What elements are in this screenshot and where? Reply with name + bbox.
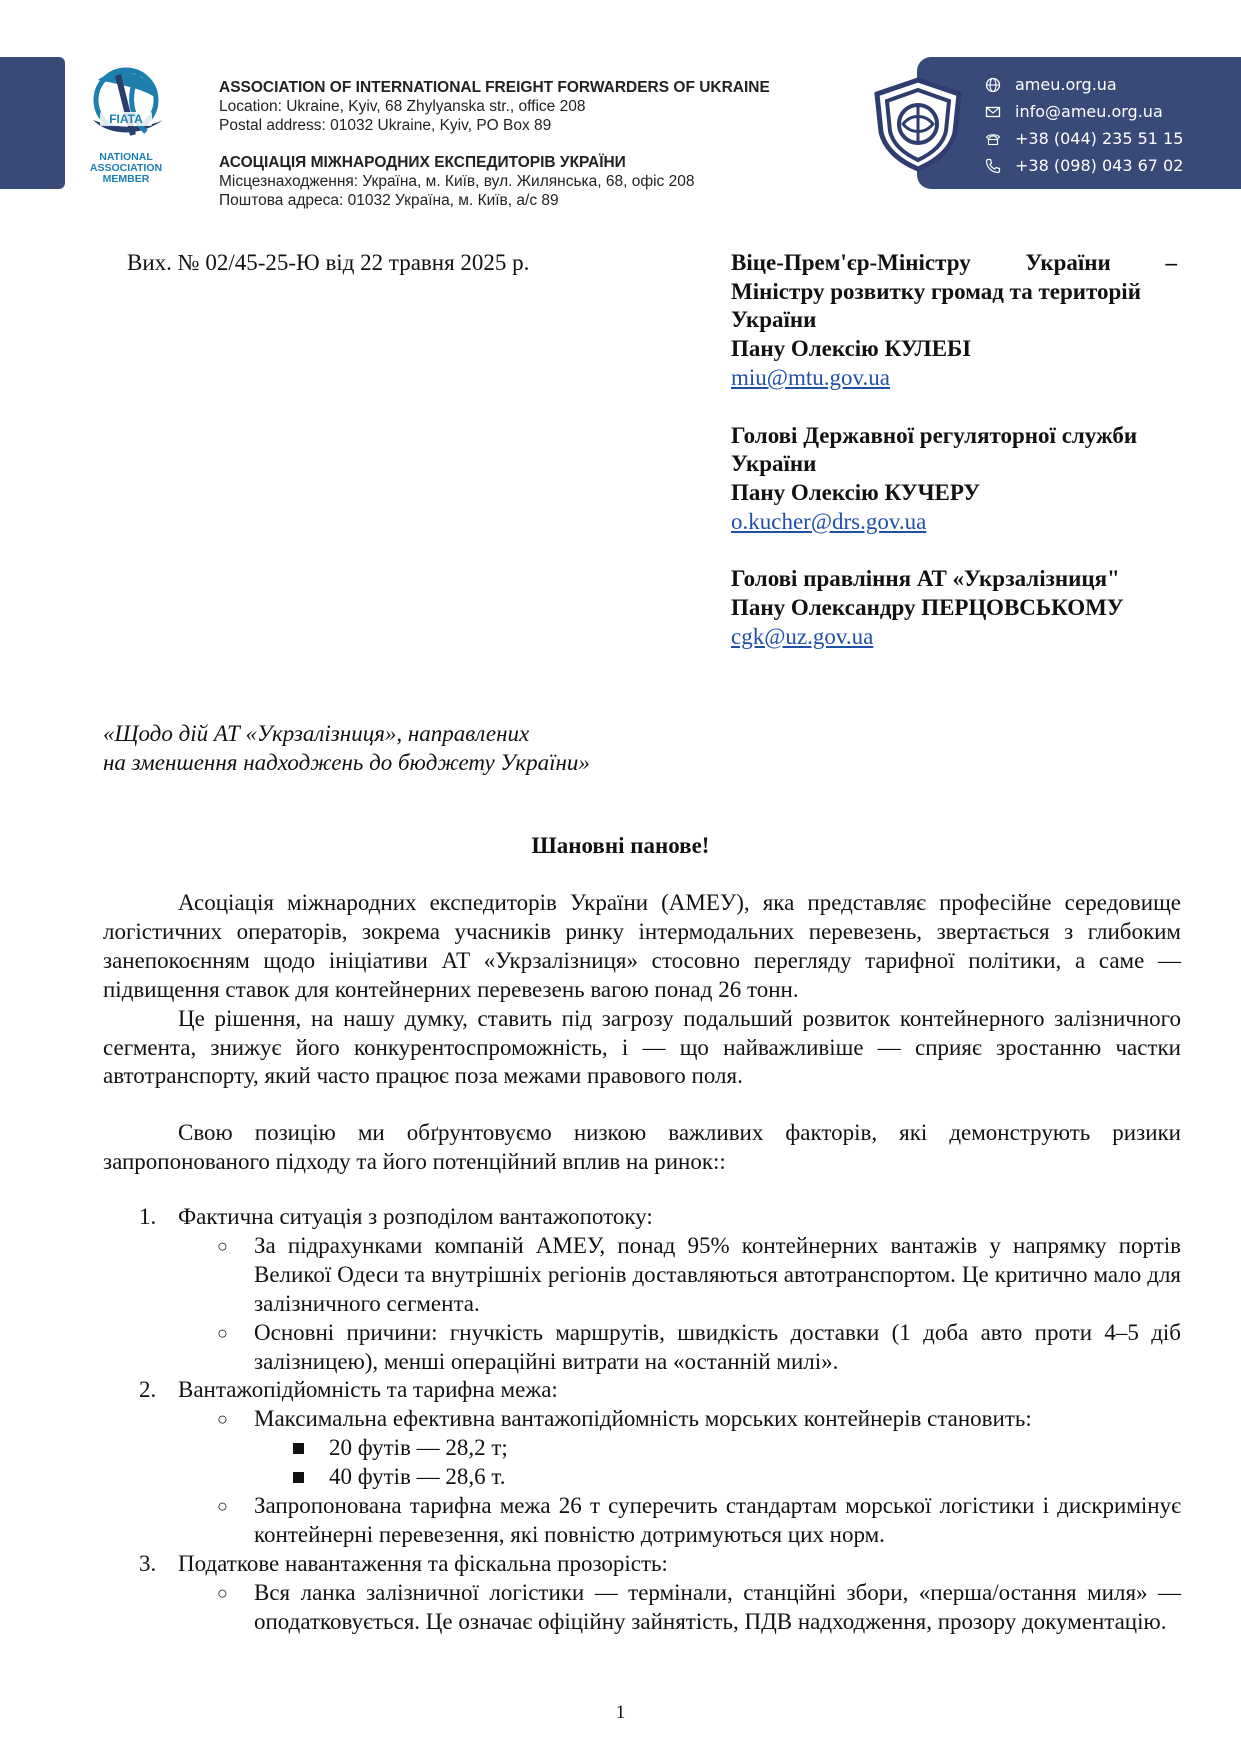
recipient-line: Голові Державної регуляторної служби bbox=[731, 422, 1138, 448]
recipients-block bbox=[731, 249, 1177, 680]
outgoing-reference: Вих. № 02/45-25-Ю від 22 травня 2025 р. bbox=[127, 250, 530, 275]
body-paragraph: Це рішення, на нашу думку, ставить під загрозу подальший розвиток контейнерного залізничного сегмента, знижує його конкурентоспроможність, і — що найважливіше — сприяє зростанню частки автотранспорту, який часто працює поза межами правового поля. bbox=[103, 1005, 1181, 1089]
recipient-pertsovskyi bbox=[731, 565, 1177, 651]
list-item-title: Фактична ситуація з розподілом вантажопотоку: bbox=[178, 1204, 653, 1229]
page-number: 1 bbox=[615, 1702, 626, 1723]
recipient-line: Голові правління АТ «Укрзалізниця" bbox=[731, 566, 1120, 592]
ameu-shield-icon bbox=[871, 76, 965, 172]
fiata-logo bbox=[74, 60, 178, 188]
header-left-tab bbox=[0, 57, 65, 189]
list-item-title: Вантажопідйомність та тарифна межа: bbox=[178, 1377, 558, 1403]
recipient-line: України bbox=[731, 451, 817, 477]
circle-bullet-icon: ○ bbox=[217, 1409, 228, 1430]
contact-phone2-text[interactable]: +38 (098) 043 67 02 bbox=[1015, 156, 1184, 175]
org-ua-location: Місцезнаходження: Україна, м. Київ, вул. Жилянська, 68, офіс 208 bbox=[219, 173, 695, 190]
list-item bbox=[103, 1376, 1181, 1405]
body-paragraph: Асоціація міжнародних експедиторів України (АМЕУ), яка представляє професійне середовище логістичних операторів, зокрема учасників ринку інтермодальних перевезень, звертається з глибоким занепокоєнням щодо ініціативи АТ «Укрзалізниця» стосовно перегляду тарифної політики, а саме — підвищення ставок для контейнерних перевезень вагою понад 26 тонн. bbox=[103, 890, 1181, 1002]
subject-line: «Щодо дій АТ «Укрзалізниця», направлених bbox=[103, 721, 530, 746]
fiata-member-line: MEMBER bbox=[102, 173, 150, 185]
landline-phone-icon bbox=[985, 131, 1001, 147]
org-ua-postal: Поштова адреса: 01032 Україна, м. Київ, а/с 89 bbox=[219, 192, 559, 209]
letter-subject bbox=[103, 719, 590, 777]
circle-bullet-icon: ○ bbox=[217, 1496, 228, 1517]
square-bullet-icon bbox=[293, 1443, 304, 1454]
body-paragraph: Свою позицію ми обґрунтовуємо низкою важливих факторів, які демонструють ризики запропонованого підходу та його потенційний вплив на ринок:: bbox=[103, 1120, 1181, 1175]
svg-text:FIATA: FIATA bbox=[109, 112, 143, 126]
recipient-line: Міністру розвитку громад та територій bbox=[731, 278, 1141, 304]
recipient-email-link[interactable]: cgk@uz.gov.ua bbox=[731, 623, 874, 649]
recipient-name: Пану Олексію КУЧЕРУ bbox=[731, 479, 981, 505]
list-number: 2. bbox=[139, 1377, 157, 1403]
recipient-email-link[interactable]: o.kucher@drs.gov.ua bbox=[731, 508, 927, 534]
factors-list bbox=[103, 1203, 1181, 1637]
organization-info bbox=[219, 78, 859, 210]
list-bullet: ○ Максимальна ефективна вантажопідйомність морських контейнерів становить: bbox=[103, 1405, 1181, 1434]
recipient-name: Пану Олександру ПЕРЦОВСЬКОМУ bbox=[731, 595, 1124, 621]
recipient-kuleba bbox=[731, 249, 1177, 393]
globe-icon bbox=[985, 77, 1001, 93]
contact-email-text[interactable]: info@ameu.org.ua bbox=[1015, 102, 1163, 121]
recipient-email-link[interactable]: miu@mtu.gov.ua bbox=[731, 364, 890, 390]
list-sub-bullet: 40 футів — 28,6 т. bbox=[103, 1463, 1181, 1492]
list-item bbox=[103, 1550, 1181, 1579]
list-item bbox=[103, 1203, 1181, 1232]
list-sub-bullet: 20 футів — 28,2 т; bbox=[103, 1434, 1181, 1463]
contact-phone-mobile[interactable] bbox=[985, 152, 1235, 179]
ameu-logo bbox=[871, 76, 965, 172]
recipient-line: України bbox=[731, 307, 817, 333]
envelope-icon bbox=[985, 104, 1001, 120]
org-en-location: Location: Ukraine, Kyiv, 68 Zhylyanska str., office 208 bbox=[219, 98, 586, 115]
contact-email[interactable] bbox=[985, 98, 1235, 125]
recipient-kucher bbox=[731, 422, 1177, 537]
fiata-member-line: ASSOCIATION bbox=[89, 162, 163, 174]
org-en-postal: Postal address: 01032 Ukraine, Kyiv, PO Box 89 bbox=[219, 117, 552, 134]
circle-bullet-icon: ○ bbox=[217, 1235, 228, 1256]
circle-bullet-icon: ○ bbox=[217, 1322, 228, 1343]
list-item-title: Податкове навантаження та фіскальна прозорість: bbox=[178, 1550, 668, 1576]
recipient-title-line: Віце-Прем'єр-Міністру України – bbox=[731, 250, 1177, 275]
list-bullet: ○ Вся ланка залізничної логістики — термінали, станційні збори, «перша/остання миля» — оподатковується. Це означає офіційну зайнятість, ПДВ надходження, прозору документацію. bbox=[217, 1579, 1181, 1634]
org-en-title: ASSOCIATION OF INTERNATIONAL FREIGHT FORWARDERS OF UKRAINE bbox=[219, 79, 770, 96]
fiata-emblem-icon bbox=[78, 60, 174, 152]
list-bullet: ○ Основні причини: гнучкість маршрутів, швидкість доставки (1 доба авто проти 4–5 діб залізницею), менші операційні витрати на «останній милі». bbox=[217, 1319, 1181, 1374]
list-number: 3. bbox=[139, 1550, 157, 1576]
list-number: 1. bbox=[139, 1204, 157, 1229]
circle-bullet-icon: ○ bbox=[217, 1582, 228, 1603]
contact-phone-landline[interactable] bbox=[985, 125, 1235, 152]
contact-website[interactable] bbox=[985, 71, 1235, 98]
letter-body bbox=[103, 889, 1181, 1177]
contact-phone1-text[interactable]: +38 (044) 235 51 15 bbox=[1015, 129, 1184, 148]
recipient-name: Пану Олексію КУЛЕБІ bbox=[731, 336, 972, 362]
fiata-member-line: NATIONAL bbox=[99, 151, 153, 163]
fiata-member-caption bbox=[74, 152, 178, 185]
phone-handset-icon bbox=[985, 158, 1001, 174]
list-bullet: ○ Запропонована тарифна межа 26 т суперечить стандартам морської логістики і дискримінує контейнерні перевезення, які повністю дотримуються цих норм. bbox=[217, 1493, 1181, 1547]
contact-website-text[interactable]: ameu.org.ua bbox=[1015, 75, 1117, 94]
org-ua-title: АСОЦІАЦІЯ МІЖНАРОДНИХ ЕКСПЕДИТОРІВ УКРАЇНИ bbox=[219, 154, 626, 171]
list-bullet: ○ За підрахунками компаній АМЕУ, понад 95% контейнерних вантажів у напрямку портів Великої Одеси та внутрішніх регіонів доставляються автотранспортом. Це критично мало для залізничного сегмента. bbox=[217, 1232, 1181, 1316]
square-bullet-icon bbox=[293, 1472, 304, 1483]
contact-list bbox=[985, 71, 1235, 179]
salutation: Шановні панове! bbox=[531, 833, 710, 858]
subject-line: на зменшення надходжень до бюджету України» bbox=[103, 750, 590, 775]
